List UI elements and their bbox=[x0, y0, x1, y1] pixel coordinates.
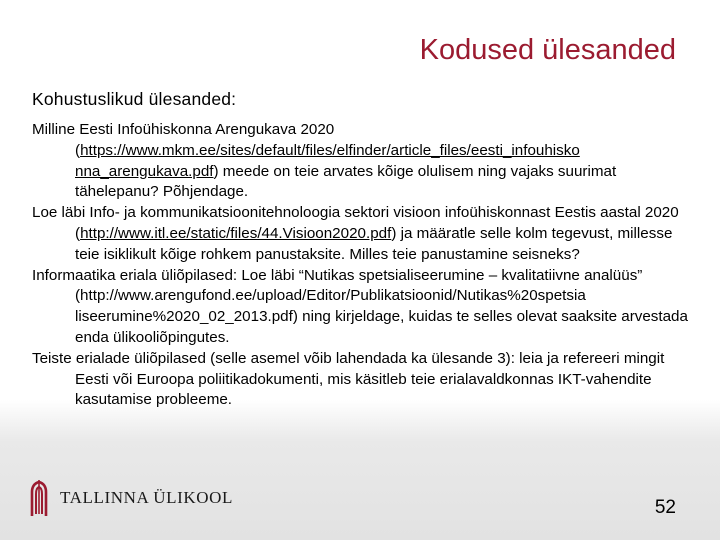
task-item-4: Teiste erialade üliõpilased (selle asemel võib lahendada ka ülesande 3): leia ja refereeri mingit Eesti või Euroopa poliitikadokumenti, mis käsitleb teie erialavaldkonnas IKT-vahendite kasutamise probleeme. bbox=[32, 349, 665, 409]
logo-text: TALLINNA ÜLIKOOL bbox=[60, 488, 234, 507]
page-number: 52 bbox=[654, 497, 676, 518]
slide-title: Kodused ülesanded bbox=[419, 34, 676, 66]
subheading: Kohustuslikud ülesanded: bbox=[32, 89, 237, 109]
footer-background bbox=[0, 400, 720, 540]
task-item-3: Informaatika eriala üliõpilased: Loe läbi “Nutikas spetsialiseerumine – kvalitatiivne analüüs” (http://www.arengufond.ee/upload/Editor/Publikatsioonid/Nutikas%20spetsia liseerumine%2020_02_2013.pdf) ning kirjeldage, kuidas te selles olevat saaksite arvestada enda ülikooliõpingutes. bbox=[32, 266, 688, 346]
task-2-link[interactable]: http://www.itl.ee/static/files/44.Visioon2020.pdf bbox=[80, 224, 392, 242]
task-item-1 bbox=[32, 120, 690, 203]
task-1-text-start: Milline Eesti Infoühiskonna Arengukava 2020 ( bbox=[32, 121, 335, 159]
tallinn-university-emblem-icon bbox=[26, 478, 52, 518]
task-item-2 bbox=[32, 203, 690, 265]
task-1-link[interactable]: https://www.mkm.ee/sites/default/files/elfinder/article_files/eesti_infouhisko nna_arengukava.pdf bbox=[75, 141, 580, 180]
slide-content bbox=[32, 88, 690, 411]
task-2-text-end: ) ja määratle selle kolm tegevust, millesse teie isiklikult kõige rohkem panustaksite. Milles teie panustamine seisneks? bbox=[75, 224, 673, 263]
task-2-text-start: Loe läbi Info- ja kommunikatsioonitehnoloogia sektori visioon infoühiskonnast Eestis aastal 2020 ( bbox=[32, 204, 679, 242]
task-1-text-end: ) meede on teie arvates kõige olulisem ning vajaks suurimat tähelepanu? Põhjendage. bbox=[75, 162, 617, 201]
university-logo bbox=[26, 478, 233, 518]
